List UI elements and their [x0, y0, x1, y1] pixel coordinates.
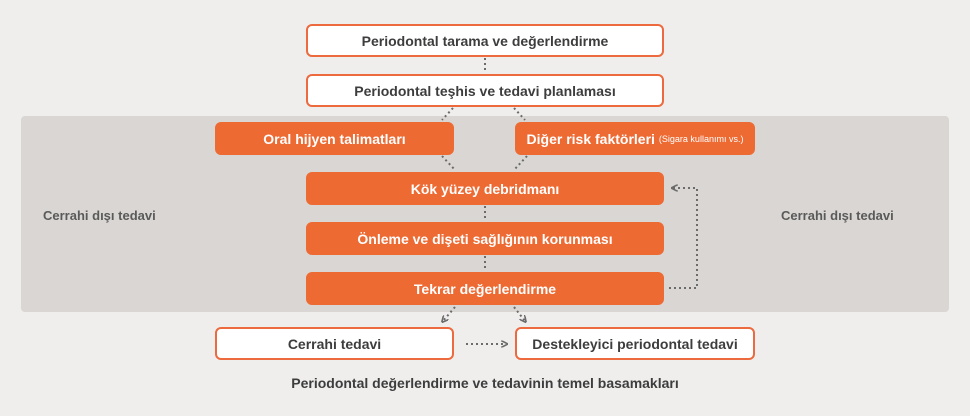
box-oral-hygiene-label: Oral hijyen talimatları	[263, 130, 406, 147]
box-other-risk-label: Diğer risk faktörleri	[526, 130, 655, 147]
box-supportive-label: Destekleyici periodontal tedavi	[532, 335, 738, 352]
box-surgical-label: Cerrahi tedavi	[287, 335, 382, 352]
box-prevention-label: Önleme ve dişeti sağlığının korunması	[357, 230, 613, 247]
diagram-caption: Periodontal değerlendirme ve tedavinin temel basamakları	[291, 375, 679, 391]
connector-diagnosis-oral-hygiene	[442, 108, 453, 120]
connector-diagnosis-other-risk	[514, 108, 525, 120]
box-screening-label: Periodontal tarama ve değerlendirme	[361, 32, 609, 49]
box-root-debridement-label: Kök yüzey debridmanı	[410, 180, 560, 197]
box-diagnosis-label: Periodontal teşhis ve tedavi planlaması	[354, 82, 616, 99]
non-surgical-label-left: Cerrahi dışı tedavi	[43, 208, 156, 223]
non-surgical-label-right: Cerrahi dışı tedavi	[781, 208, 894, 223]
connector-reevaluation-surgical	[443, 307, 455, 321]
connector-other-risk-debridement	[514, 156, 527, 170]
box-other-risk-note: (Sigara kullanımı vs.)	[658, 133, 744, 144]
box-reevaluation-label: Tekrar değerlendirme	[413, 280, 557, 297]
connector-reevaluation-supportive	[514, 307, 525, 321]
connector-oral-hygiene-debridement	[442, 156, 455, 170]
connector-reevaluation-loop	[669, 188, 697, 288]
